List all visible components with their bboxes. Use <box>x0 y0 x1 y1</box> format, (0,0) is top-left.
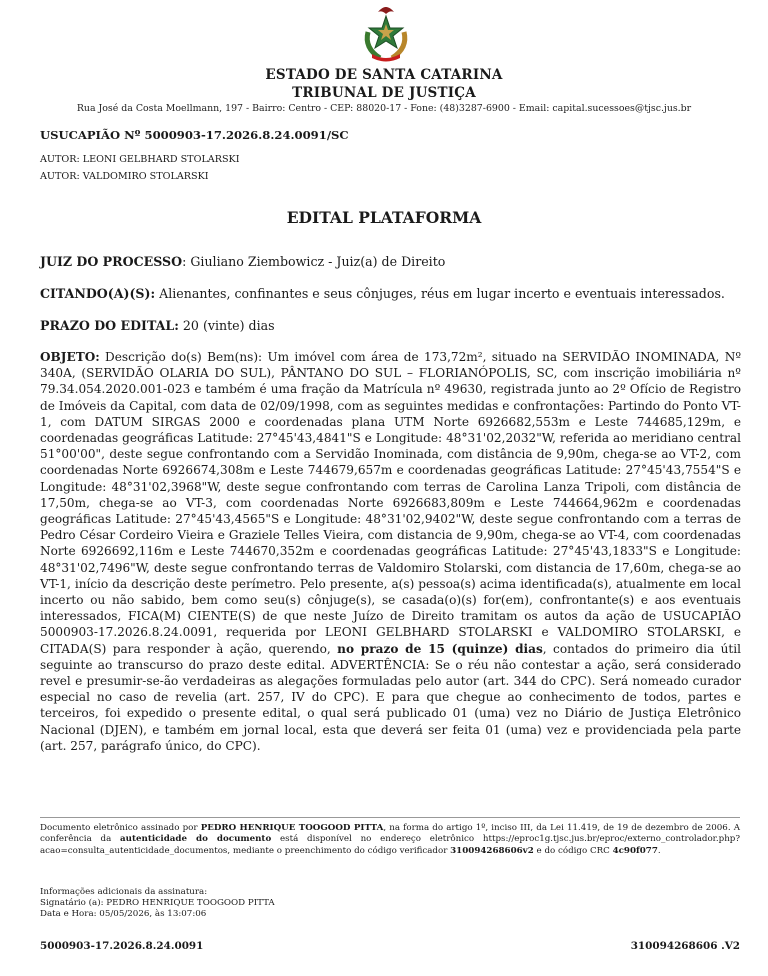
author-2: AUTOR: VALDOMIRO STOLARSKI <box>40 171 209 182</box>
citando-value: Alienantes, confinantes e seus cônjuges, réus em lugar incerto e eventuais interessados. <box>155 286 725 301</box>
judge-label: JUIZ DO PROCESSO <box>40 254 183 269</box>
objeto-text-2: , contados do primeiro dia útil seguinte ao transcurso do prazo deste edital. ADVERTÊNCIA: Se o réu não contestar a ação, será considerado revel e presumir-se-ão verdadeiras as alegações formuladas pelo autor (art. 344 do CPC). Será nomeado curador especial no caso de revelia (art. 257, IV do CPC). E para que chegue ao conhecimento de todos, partes e terceiros, foi expedido o presente edital, o qual será publicado 01 (uma) vez no Diário de Justiça Eletrônico Nacional (DJEN), e também em jornal local, esta que deverá ser feita 01 (uma) vez e providenciada pela parte (art. 257, parágrafo único, do CPC). <box>40 641 741 753</box>
signature-extra-info <box>40 887 740 921</box>
objeto-deadline-emphasis: no prazo de 15 (quinze) dias <box>337 641 543 656</box>
footer-process-number: 5000903-17.2026.8.24.0091 <box>40 940 204 952</box>
citando-label: CITANDO(A)(S): <box>40 286 156 301</box>
judge-field <box>40 254 730 269</box>
case-number: USUCAPIÃO Nº 5000903-17.2026.8.24.0091/SC <box>40 128 349 142</box>
prazo-label: PRAZO DO EDITAL: <box>40 318 179 333</box>
objeto-label: OBJETO: <box>40 350 100 364</box>
extra-heading: Informações adicionais da assinatura: <box>40 887 208 897</box>
sig-verification-code: 310094268606v2 <box>450 845 534 856</box>
sig-text-3: está disponível no endereço eletrônico https://eproc1g.tjsc.jus.br/eproc/externo_controlador.php?acao=consulta_autenticidade_documentos, mediante o preenchimento do código verificador <box>40 834 741 856</box>
coat-of-arms-emblem <box>358 2 414 64</box>
sig-text-1: Documento eletrônico assinado por <box>40 823 201 833</box>
footer-document-code: 310094268606 .V2 <box>630 940 740 952</box>
signature-block <box>40 823 740 857</box>
extra-signatario: Signatário (a): PEDRO HENRIQUE TOOGOOD PITTA <box>40 898 275 909</box>
sig-signer: PEDRO HENRIQUE TOOGOOD PITTA <box>200 823 384 833</box>
sig-crc-code: 4c90f077 <box>612 845 658 856</box>
judge-value: : Giuliano Ziembowicz - Juiz(a) de Direito <box>182 254 446 269</box>
extra-datetime: Data e Hora: 05/05/2026, às 13:07:06 <box>40 909 207 920</box>
prazo-field <box>40 318 730 333</box>
objeto-paragraph <box>40 349 741 754</box>
state-name: ESTADO DE SANTA CATARINA <box>265 67 503 83</box>
citando-field <box>40 286 730 301</box>
signature-divider <box>40 817 740 818</box>
sig-text-4: e do código CRC <box>533 845 613 856</box>
objeto-text-1: Descrição do(s) Bem(ns): Um imóvel com área de 173,72m², situado na SERVIDÃO INOMINADA, Nº 340A, (SERVIDÃO OLARIA DO SUL), PÂNTANO DO SUL – FLORIANÓPOLIS, SC, com inscrição imobiliária nº 79.34.054.2020.001-023 e também é uma fração da Matrícula nº 49630, registrada junto ao 2º Ofício de Registro de Imóveis da Capital, com data de 02/09/1998, com as seguintes medidas e confrontações: Partindo do Ponto VT-1, com DATUM SIRGAS 2000 e coordenadas plana UTM Norte 6926682,553m e Leste 744685,129m, e coordenadas geográficas Latitude: 27°45'43,4841"S e Longitude: 48°31'02,2032"W, referida ao meridiano central 51°00'00", deste segue confrontando com a Servidão Inominada, com distância de 9,90m, chega-se ao VT-2, com coordenadas Norte 6926674,308m e Leste 744679,657m e coordenadas geográficas Latitude: 27°45'43,7554"S e Longitude: 48°31'02,3968"W, deste segue confrontando com terras de Carolina Lanza Tripoli, com distância de 17,50m, chega-se ao VT-3, com coordenadas Norte 6926683,809m e Leste 744664,962m e coordenadas geográficas Latitude: 27°45'43,4565"S e Longitude: 48°31'02,9402"W, deste segue confrontando com a terras de Pedro César Cordeiro Vieira e Graziele Telles Vieira, com distancia de 9,90m, chega-se ao VT-4, com coordenadas Norte 6926692,116m e Leste 744670,352m e coordenadas geográficas Latitude: 27°45'43,1833"S e Longitude: 48°31'02,7496"W, deste segue confrontando terras de Valdomiro Stolarski, com distancia de 17,60m, chega-se ao VT-1, início da descrição deste perímetro. Pelo presente, a(s) pessoa(s) acima identificada(s), atualmente em local incerto ou não sabido, bem como seu(s) cônjuge(s), se casada(o)(s) for(em), confrontante(s) e aos eventuais interessados, FICA(M) CIENTE(S) de que neste Juízo de Direito tramitam os autos da ação de USUCAPIÃO 5000903-17.2026.8.24.0091, requerida por LEONI GELBHARD STOLARSKI e VALDOMIRO STOLARSKI, e CITADA(S) para responder à ação, querendo, <box>40 350 741 656</box>
court-address: Rua José da Costa Moellmann, 197 - Bairro: Centro - CEP: 88020-17 - Fone: (48)3287-6900 - Email: capital.sucessoes@tjsc.jus.br <box>76 103 692 114</box>
sig-text-2: , na forma do artigo 1º, inciso III, da Lei 11.419, de 19 de dezembro de 2006. A conferência da <box>40 823 740 845</box>
edital-title: EDITAL PLATAFORMA <box>286 208 482 227</box>
author-1: AUTOR: LEONI GELBHARD STOLARSKI <box>40 154 240 165</box>
sig-text-5: . <box>657 845 661 856</box>
prazo-value: 20 (vinte) dias <box>178 318 275 333</box>
sig-authenticity: autenticidade do documento <box>120 834 272 845</box>
court-name: TRIBUNAL DE JUSTIÇA <box>292 85 476 101</box>
